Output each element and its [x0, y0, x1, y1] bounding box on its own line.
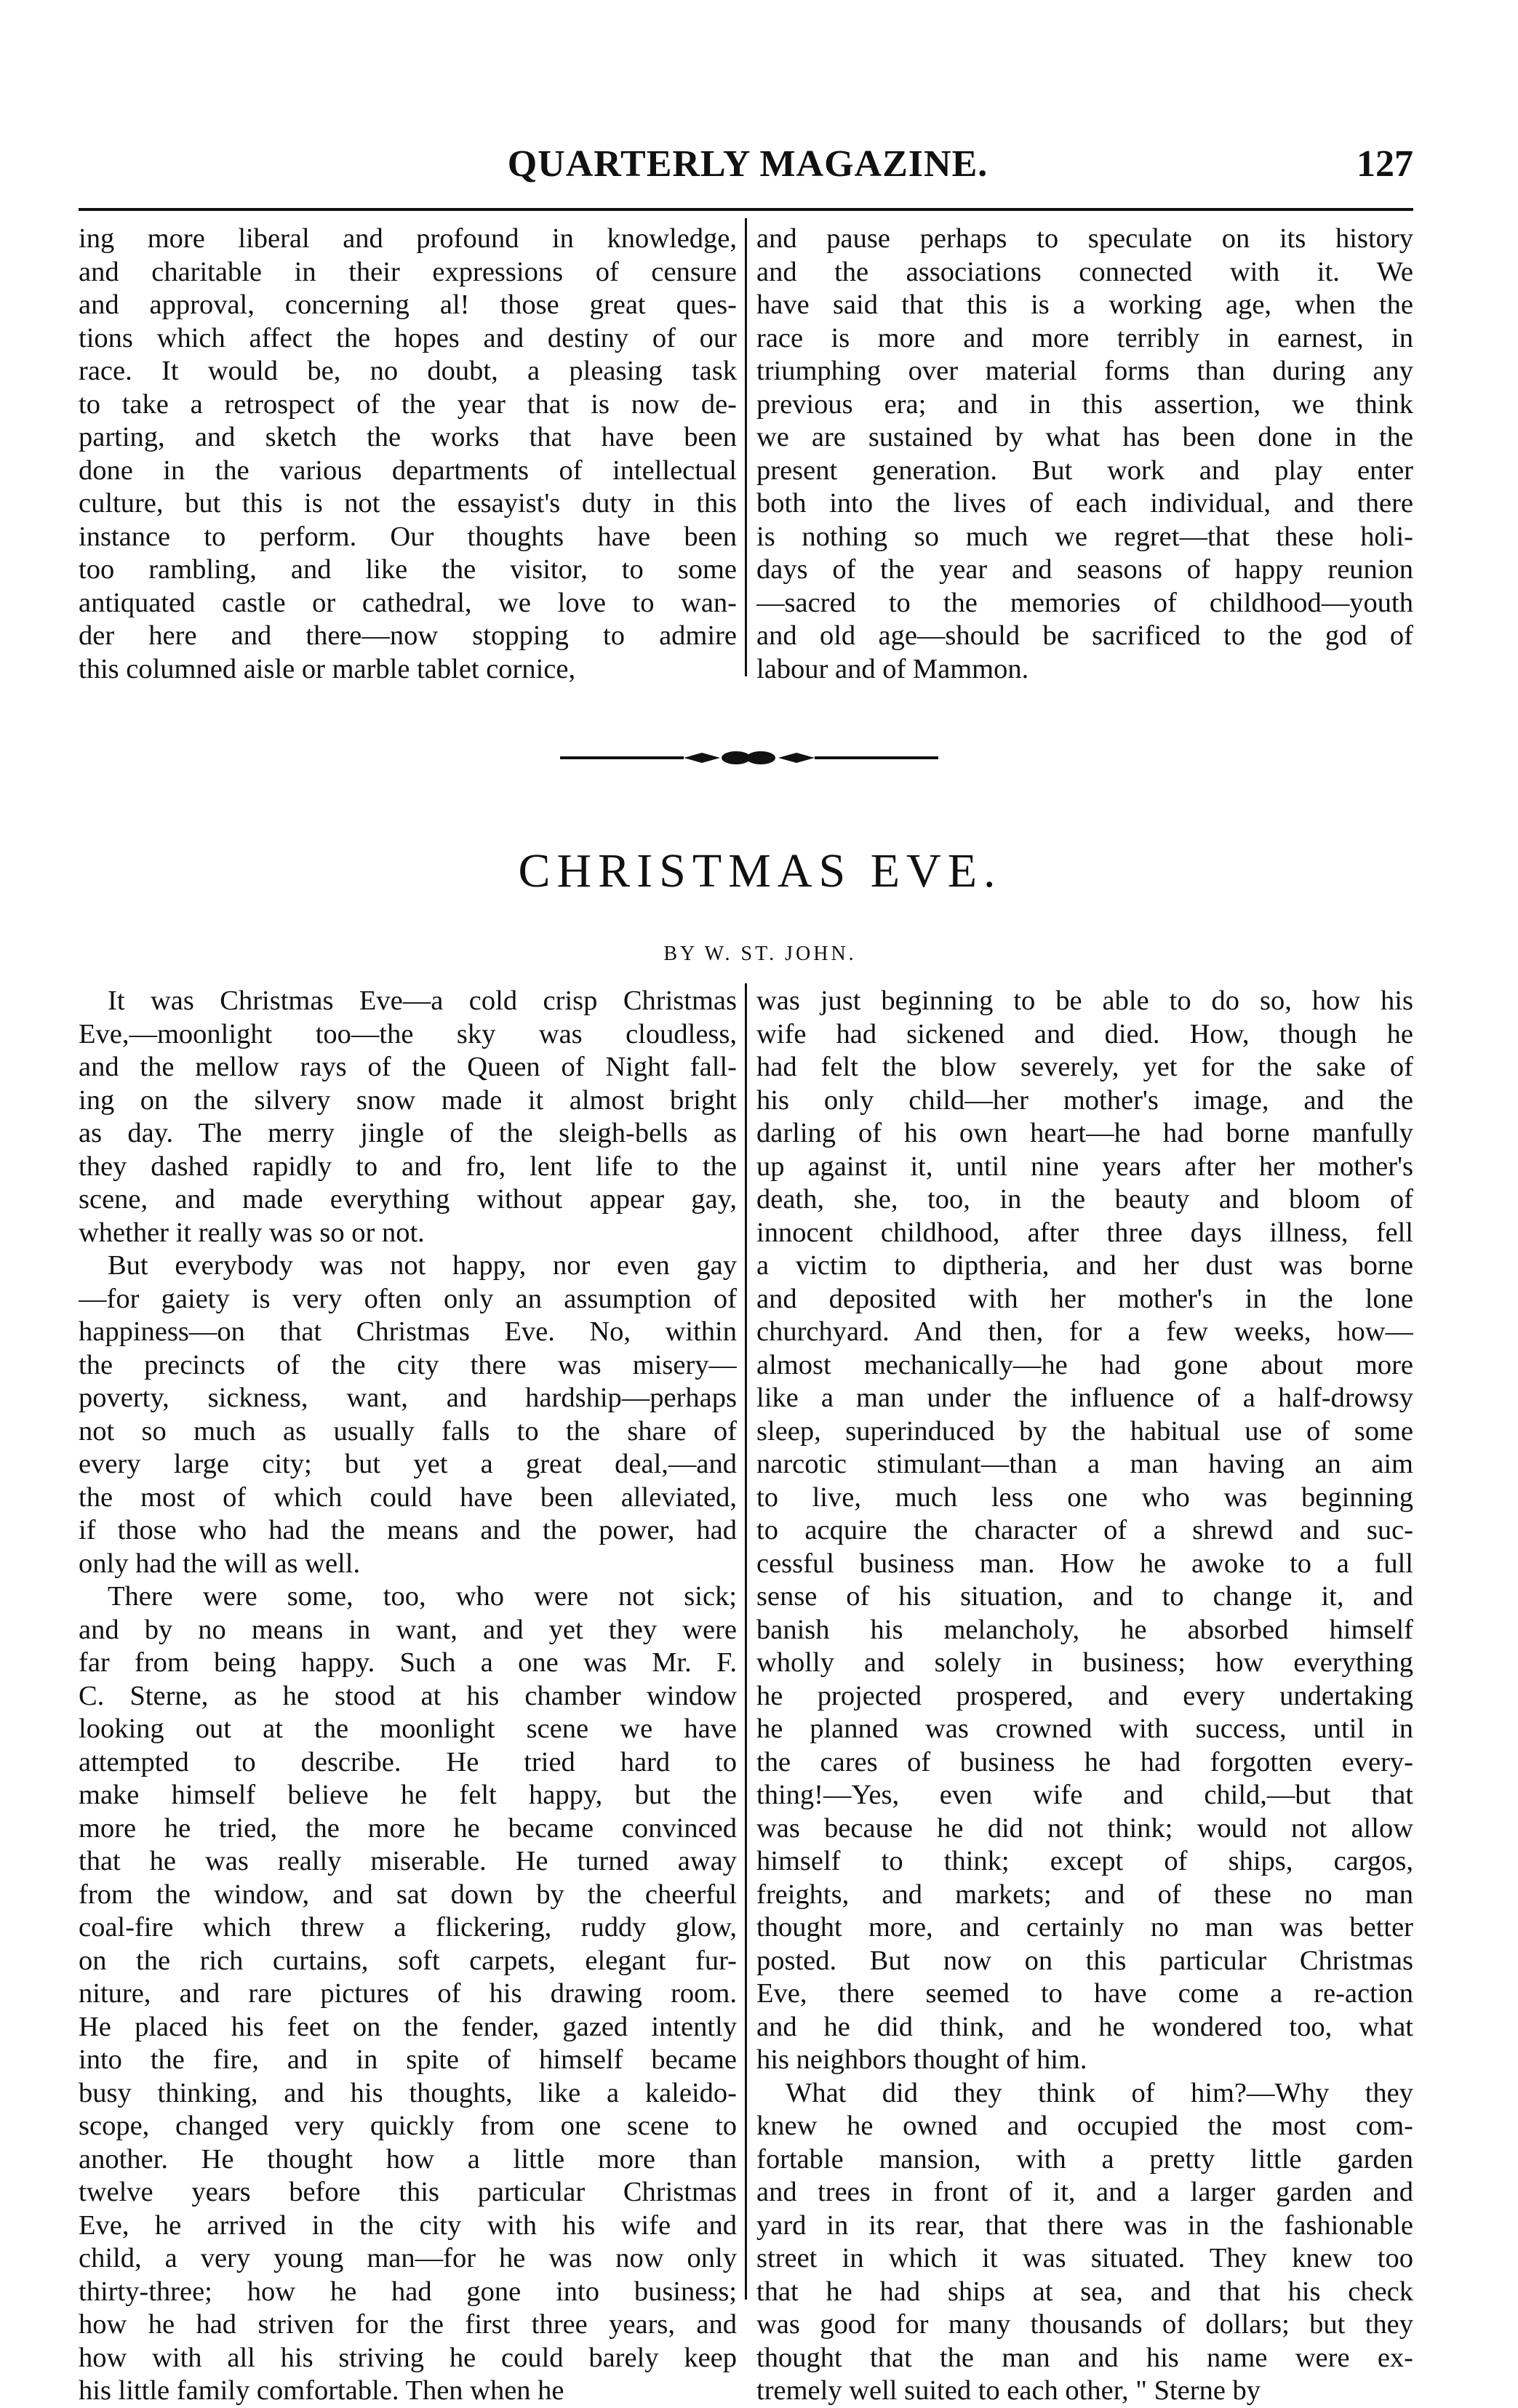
text-line: whether it really was so or not.	[79, 1217, 425, 1248]
text-line: days of the year and seasons of happy reunion	[756, 554, 1413, 585]
text-line: sense of his situation, and to change it, and	[756, 1581, 1413, 1612]
text-line: tremely well suited to each other, " Sterne by	[756, 2375, 1261, 2406]
text-line: parting, and sketch the works that have been	[79, 422, 737, 452]
text-line: Eve, he arrived in the city with his wife and	[79, 2209, 737, 2241]
text-line: ing on the silvery snow made it almost bright	[79, 1084, 737, 1116]
text-line: he planned was crowned with success, until in	[756, 1713, 1413, 1744]
text-line: have said that this is a working age, when the	[756, 289, 1413, 320]
text-line: and deposited with her mother's in the lone	[756, 1283, 1413, 1314]
text-line: was good for many thousands of dollars; but they	[756, 2309, 1413, 2340]
text-line: ing more liberal and profound in knowledge,	[79, 223, 737, 254]
text-line: that he had ships at sea, and that his check	[756, 2276, 1413, 2307]
text-line: busy thinking, and his thoughts, like a kaleido-	[79, 2077, 737, 2108]
text-line: and the mellow rays of the Queen of Night fall-	[79, 1052, 737, 1082]
text-line: if those who had the means and the power, had	[79, 1515, 737, 1545]
text-line: happiness—on that Christmas Eve. No, within	[79, 1316, 737, 1347]
text-line: culture, but this is not the essayist's duty in this	[79, 488, 737, 519]
text-line: freights, and markets; and of these no man	[756, 1879, 1413, 1910]
text-line: they dashed rapidly to and fro, lent life to the	[79, 1151, 737, 1182]
text-line: posted. But now on this particular Christmas	[756, 1945, 1413, 1976]
text-line: this columned aisle or marble tablet cornice,	[79, 653, 576, 684]
text-line: fortable mansion, with a pretty little garden	[756, 2143, 1413, 2175]
text-line: race is more and more terribly in earnest, in	[756, 322, 1413, 353]
text-line: his little family comfortable. Then when he	[79, 2375, 564, 2406]
text-line: tions which affect the hopes and destiny of our	[79, 322, 737, 353]
text-line: cessful business man. How he awoke to a full	[756, 1548, 1413, 1579]
text-line: to take a retrospect of the year that is now de-	[79, 388, 737, 420]
text-line: from the window, and sat down by the cheerful	[79, 1879, 737, 1910]
text-line: thought more, and certainly no man was better	[756, 1912, 1413, 1943]
text-line: labour and of Mammon.	[756, 653, 1029, 684]
text-line: how he had striven for the first three years, and	[79, 2309, 737, 2340]
text-line: the precincts of the city there was misery—	[79, 1349, 737, 1380]
text-line: instance to perform. Our thoughts have been	[79, 521, 737, 552]
text-line: and approval, concerning al! those great ques-	[79, 289, 737, 320]
article-title: CHRISTMAS EVE.	[518, 844, 1002, 897]
section-ornament	[560, 742, 938, 771]
text-line: coal-fire which threw a flickering, ruddy glow,	[79, 1912, 737, 1943]
text-line: too rambling, and like the visitor, to some	[79, 554, 737, 585]
text-line: and the associations connected with it. We	[756, 256, 1413, 287]
text-line: and charitable in their expressions of censure	[79, 256, 737, 287]
bottom-left-column	[79, 985, 737, 2408]
text-line: street in which it was situated. They knew too	[756, 2243, 1413, 2273]
text-line: Eve,—moonlight too—the sky was cloudless,	[79, 1018, 737, 1049]
text-line: What did they think of him?—Why they	[786, 2077, 1413, 2108]
page-number: 127	[1357, 143, 1413, 185]
text-line: was just beginning to be able to do so, how his	[756, 985, 1413, 1016]
text-line: twelve years before this particular Christmas	[79, 2177, 737, 2207]
text-line: He placed his feet on the fender, gazed intently	[79, 2011, 737, 2042]
text-line: far from being happy. Such a one was Mr. F.	[79, 1647, 737, 1678]
text-line: There were some, too, who were not sick;	[108, 1581, 737, 1612]
text-line: scope, changed very quickly from one scene to	[79, 2111, 737, 2141]
top-left-column	[79, 223, 737, 686]
text-line: only had the will as well.	[79, 1548, 361, 1579]
text-line: yard in its rear, that there was in the fashionable	[756, 2209, 1413, 2241]
text-line: darling of his own heart—he had borne manfully	[756, 1118, 1413, 1148]
text-line: antiquated castle or cathedral, we love to wan-	[79, 587, 737, 618]
text-line: we are sustained by what has been done in the	[756, 422, 1413, 452]
text-line: and trees in front of it, and a larger garden and	[756, 2177, 1413, 2207]
text-line: race. It would be, no doubt, a pleasing task	[79, 356, 737, 386]
text-line: thirty-three; how he had gone into business;	[79, 2276, 737, 2307]
text-line: —sacred to the memories of childhood—youth	[756, 587, 1413, 618]
text-line: C. Sterne, as he stood at his chamber window	[79, 1680, 737, 1711]
text-line: thought that the man and his name were ex-	[756, 2342, 1413, 2373]
text-line: and by no means in want, and yet they were	[79, 1614, 737, 1645]
text-line: to live, much less one who was beginning	[756, 1481, 1413, 1513]
text-line: wife had sickened and died. How, though he	[756, 1018, 1413, 1049]
text-line: triumphing over material forms than during any	[756, 356, 1413, 386]
running-title: QUARTERLY MAGAZINE.	[507, 143, 988, 185]
text-line: on the rich curtains, soft carpets, elegant fur-	[79, 1945, 737, 1976]
text-line: narcotic stimulant—than a man having an aim	[756, 1449, 1413, 1479]
text-line: der here and there—now stopping to admire	[79, 620, 737, 651]
text-line: death, she, too, in the beauty and bloom of	[756, 1184, 1413, 1215]
text-line: his only child—her mother's image, and the	[756, 1084, 1413, 1116]
text-line: churchyard. And then, for a few weeks, how—	[756, 1316, 1413, 1347]
text-line: that he was really miserable. He turned away	[79, 1846, 737, 1876]
article-byline: BY W. ST. JOHN.	[663, 943, 857, 965]
text-line: the most of which could have been alleviated,	[79, 1481, 737, 1513]
text-line: looking out at the moonlight scene we have	[79, 1713, 737, 1744]
text-line: done in the various departments of intellectual	[79, 455, 737, 486]
text-line: knew he owned and occupied the most com-	[756, 2111, 1413, 2141]
text-line: poverty, sickness, want, and hardship—perhaps	[79, 1383, 737, 1413]
text-line: like a man under the influence of a half-drowsy	[756, 1383, 1413, 1413]
text-line: niture, and rare pictures of his drawing room.	[79, 1978, 737, 2009]
text-line: how with all his striving he could barely keep	[79, 2342, 737, 2373]
text-line: to acquire the character of a shrewd and suc-	[756, 1515, 1413, 1545]
text-line: both into the lives of each individual, and there	[756, 488, 1413, 519]
top-right-column	[756, 223, 1413, 686]
text-line: as day. The merry jingle of the sleigh-bells as	[79, 1118, 737, 1148]
text-line: was because he did not think; would not allow	[756, 1812, 1413, 1844]
page-header	[79, 143, 1413, 208]
text-line: had felt the blow severely, yet for the sake of	[756, 1052, 1413, 1082]
text-line: not so much as usually falls to the share of	[79, 1415, 737, 1447]
column-divider-top	[745, 218, 747, 676]
text-line: up against it, until nine years after her mother's	[756, 1151, 1413, 1182]
text-line: almost mechanically—he had gone about more	[756, 1349, 1413, 1380]
text-line: thing!—Yes, even wife and child,—but that	[756, 1780, 1413, 1810]
text-line: and old age—should be sacrificed to the god of	[756, 620, 1413, 651]
text-line: into the fire, and in spite of himself became	[79, 2044, 737, 2075]
bottom-right-column	[756, 985, 1413, 2408]
text-line: his neighbors thought of him.	[756, 2044, 1087, 2075]
text-line: innocent childhood, after three days illness, fell	[756, 1217, 1413, 1248]
text-line: previous era; and in this assertion, we think	[756, 388, 1413, 420]
text-line: —for gaiety is very often only an assumption of	[79, 1283, 737, 1314]
text-line: more he tried, the more he became convinced	[79, 1812, 737, 1844]
text-line: another. He thought how a little more than	[79, 2143, 737, 2175]
header-rule	[79, 208, 1413, 211]
text-line: banish his melancholy, he absorbed himself	[756, 1614, 1413, 1645]
text-line: child, a very young man—for he was now only	[79, 2243, 737, 2273]
text-line: the cares of business he had forgotten every-	[756, 1746, 1413, 1777]
text-line: and pause perhaps to speculate on its history	[756, 223, 1413, 254]
text-line: It was Christmas Eve—a cold crisp Christmas	[108, 985, 737, 1016]
text-line: make himself believe he felt happy, but the	[79, 1780, 737, 1810]
text-line: every large city; but yet a great deal,—and	[79, 1449, 737, 1479]
text-line: Eve, there seemed to have come a re-action	[756, 1978, 1413, 2009]
text-line: himself to think; except of ships, cargos,	[756, 1846, 1413, 1876]
text-line: present generation. But work and play enter	[756, 455, 1413, 486]
text-line: attempted to describe. He tried hard to	[79, 1746, 737, 1777]
text-line: he projected prospered, and every undertaking	[756, 1680, 1413, 1711]
column-divider-bottom	[745, 983, 747, 2300]
text-line: and he did think, and he wondered too, what	[756, 2011, 1413, 2042]
text-line: scene, and made everything without appear gay,	[79, 1184, 737, 1215]
text-line: is nothing so much we regret—that these holi-	[756, 521, 1413, 552]
text-line: a victim to diptheria, and her dust was borne	[756, 1250, 1413, 1281]
text-line: wholly and solely in business; how everything	[756, 1647, 1413, 1678]
text-line: sleep, superinduced by the habitual use of some	[756, 1415, 1413, 1447]
text-line: But everybody was not happy, nor even gay	[108, 1250, 737, 1281]
